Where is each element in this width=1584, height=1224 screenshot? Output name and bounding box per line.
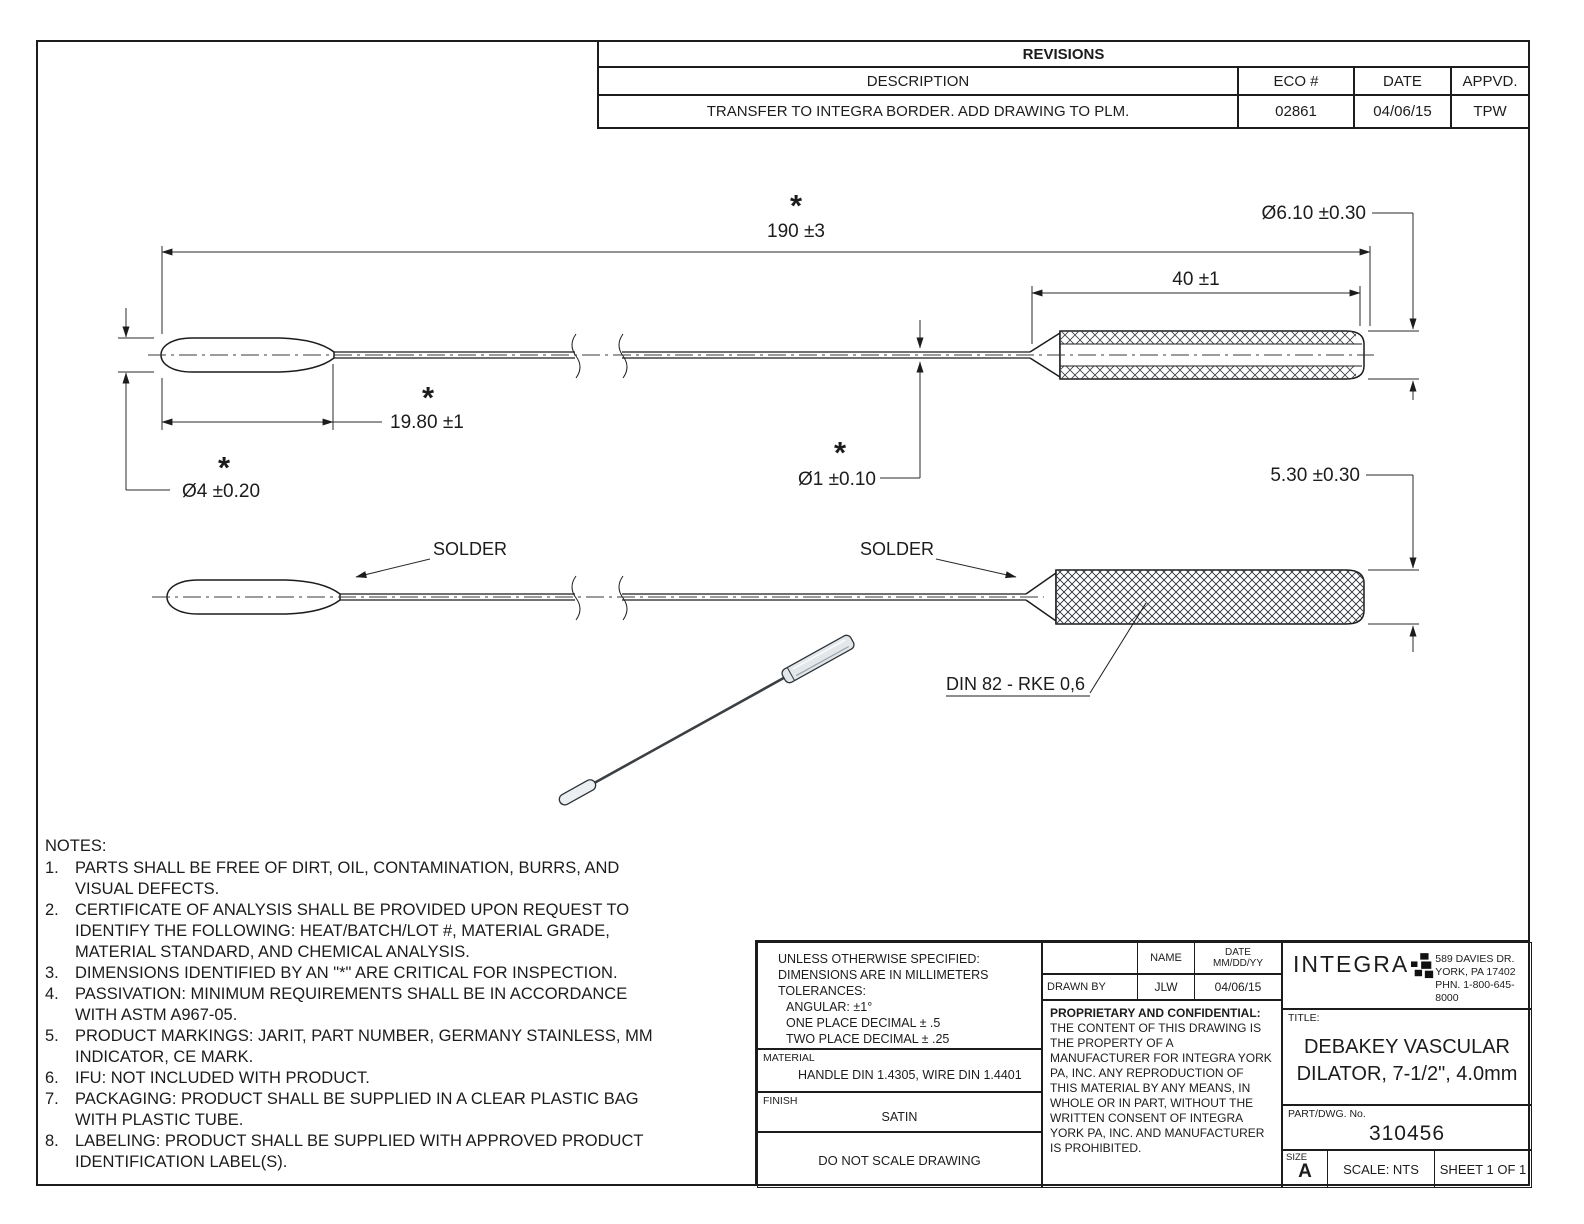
drawing-title-line1: DEBAKEY VASCULAR — [1303, 1036, 1510, 1058]
part-number-value: 310456 — [1368, 1122, 1446, 1145]
revisions-header-row — [599, 68, 1528, 96]
note-item — [45, 963, 705, 984]
knurl-band-top — [1060, 331, 1356, 344]
knurl-band-bottom — [1060, 366, 1356, 379]
note-item — [45, 1026, 705, 1068]
note-item — [45, 984, 705, 1026]
critical-star: * — [217, 450, 231, 485]
size-label: SIZE — [1286, 1152, 1308, 1163]
dim-overall-length — [162, 188, 1370, 334]
material-cell — [757, 1049, 1042, 1092]
dim-knurl-length-text: 40 ±1 — [1172, 269, 1220, 290]
note-number: 4. — [45, 985, 59, 1003]
title-block — [755, 940, 1530, 1186]
company-logo-text: INTEGRA — [1293, 951, 1410, 977]
tolerances-cell — [757, 942, 1042, 1049]
drawing-title-line2: DILATOR, 7-1/2", 4.0mm — [1296, 1063, 1518, 1085]
note-number: 5. — [45, 1027, 59, 1045]
drawn-by-row — [1042, 974, 1282, 1000]
title-label: TITLE: — [1288, 1012, 1320, 1024]
knurl-spec-label: DIN 82 - RKE 0,6 — [946, 674, 1086, 694]
note-text: IFU: NOT INCLUDED WITH PRODUCT. — [75, 1069, 370, 1087]
notes-section — [45, 836, 705, 1173]
note-text: PASSIVATION: MINIMUM REQUIREMENTS SHALL BE IN ACCORDANCE WITH ASTM A967-05. — [75, 985, 628, 1024]
drawn-by-date: 04/06/15 — [1214, 980, 1262, 994]
finish-label: FINISH — [763, 1095, 798, 1107]
note-text: LABELING: PRODUCT SHALL BE SUPPLIED WITH APPROVED PRODUCT IDENTIFICATION LABEL(S). — [75, 1132, 644, 1171]
date-header-line: DATE — [1225, 947, 1251, 958]
sign-table-header — [1042, 942, 1282, 974]
dim-wire-dia-text: Ø1 ±0.10 — [797, 469, 876, 490]
critical-star: * — [789, 188, 803, 223]
note-text: PARTS SHALL BE FREE OF DIRT, OIL, CONTAMINATION, BURRS, AND VISUAL DEFECTS. — [75, 859, 620, 898]
dim-overall-length-text: 190 ±3 — [767, 221, 825, 242]
company-logo-icon — [1411, 953, 1435, 1008]
revisions-table — [597, 40, 1530, 129]
note-number: 3. — [45, 964, 59, 982]
tolerances-line: TOLERANCES: — [778, 984, 866, 998]
break-line — [572, 334, 580, 378]
company-address-line: 589 DAVIES DR. — [1435, 953, 1515, 965]
company-address-line: PHN. 1-800-645-8000 — [1435, 979, 1515, 1004]
note-text: PACKAGING: PRODUCT SHALL BE SUPPLIED IN A CLEAR PLASTIC BAG WITH PLASTIC TUBE. — [75, 1090, 639, 1129]
revisions-header-date: DATE — [1353, 68, 1450, 94]
note-number: 2. — [45, 901, 59, 919]
date-header-line: MM/DD/YY — [1213, 958, 1263, 969]
dim-knurl-height-text: 5.30 ±0.30 — [1270, 465, 1360, 486]
dim-tip-dia-text: Ø4 ±0.20 — [182, 481, 261, 502]
note-text: CERTIFICATE OF ANALYSIS SHALL BE PROVIDED UPON REQUEST TO IDENTIFY THE FOLLOWING: HEAT/BATCH/LOT #, MATERIAL GRADE, MATERIAL STANDARD, AND CHEMICAL ANALYSIS. — [75, 901, 630, 961]
critical-star: * — [421, 380, 435, 415]
note-number: 6. — [45, 1069, 59, 1087]
revisions-header-description: DESCRIPTION — [866, 72, 970, 90]
tolerances-line: TWO PLACE DECIMAL ± .25 — [786, 1032, 950, 1046]
dim-tip-diameter — [118, 308, 260, 502]
do-not-scale-text: DO NOT SCALE DRAWING — [818, 1152, 981, 1168]
dim-wire-diameter — [798, 320, 920, 490]
note-item — [45, 858, 705, 900]
name-header: NAME — [1138, 943, 1195, 973]
note-number: 1. — [45, 859, 59, 877]
tolerances-line: ANGULAR: ±1° — [786, 1000, 873, 1014]
front-view — [152, 570, 1364, 624]
knurl-hatch — [1056, 570, 1364, 624]
break-line — [619, 334, 627, 378]
revision-description: TRANSFER TO INTEGRA BORDER. ADD DRAWING TO PLM. — [706, 103, 1130, 120]
proprietary-title: PROPRIETARY AND CONFIDENTIAL: — [1050, 1006, 1261, 1020]
solder-label-left: SOLDER — [432, 539, 508, 559]
company-address-line: YORK, PA 17402 — [1435, 966, 1516, 978]
revision-eco-number: 02861 — [1237, 96, 1353, 127]
break-line — [572, 576, 580, 620]
critical-star: * — [833, 435, 847, 470]
revision-date: 04/06/15 — [1353, 96, 1450, 127]
company-cell — [1282, 942, 1532, 1009]
note-number: 7. — [45, 1090, 59, 1108]
finish-value: SATIN — [881, 1110, 918, 1124]
solder-label-right: SOLDER — [859, 539, 935, 559]
sheet-cell: SHEET 1 OF 1 — [1439, 1161, 1527, 1177]
date-header — [1195, 943, 1281, 973]
note-text: DIMENSIONS IDENTIFIED BY AN "*" ARE CRITICAL FOR INSPECTION. — [75, 964, 618, 982]
note-item — [45, 1089, 705, 1131]
dim-tip-length — [162, 364, 464, 433]
proprietary-cell — [1042, 1000, 1282, 1188]
company-address — [1435, 951, 1525, 1008]
revisions-header-appvd: APPVD. — [1450, 68, 1528, 94]
size-value: A — [1298, 1161, 1312, 1182]
isometric-view — [556, 634, 855, 809]
note-item — [45, 1131, 705, 1173]
drawn-by-label: DRAWN BY — [1043, 975, 1138, 999]
break-line — [619, 576, 627, 620]
tolerances-line: DIMENSIONS ARE IN MILLIMETERS — [778, 968, 989, 982]
title-cell — [1282, 1009, 1532, 1105]
finish-cell — [757, 1092, 1042, 1132]
part-number-cell — [1282, 1105, 1532, 1150]
scale-cell: SCALE: NTS — [1328, 1151, 1435, 1187]
proprietary-body: THE CONTENT OF THIS DRAWING IS THE PROPERTY OF A MANUFACTURER FOR INTEGRA YORK PA, INC. ANY REPRODUCTION OF THIS MATERIAL BY ANY MEANS, IN WHOLE OR IN PART, WITHOUT THE WRITTEN CONSENT OF INTEGRA YORK PA, INC. AND MANUFACTURER IS PROHIBITED. — [1050, 1021, 1272, 1155]
top-view — [148, 331, 1374, 379]
size-scale-sheet-row — [1282, 1150, 1532, 1188]
revisions-header-eco: ECO # — [1237, 68, 1353, 94]
note-text: PRODUCT MARKINGS: JARIT, PART NUMBER, GERMANY STAINLESS, MM INDICATOR, CE MARK. — [75, 1027, 653, 1066]
iso-tip — [557, 778, 597, 807]
size-cell — [1283, 1151, 1328, 1187]
revision-approved-by: TPW — [1450, 96, 1528, 127]
sign-table-blank — [1043, 943, 1138, 973]
front-view-labels — [356, 539, 1146, 696]
note-number: 8. — [45, 1132, 59, 1150]
dim-tip-length-text: 19.80 ±1 — [390, 412, 464, 433]
material-value: HANDLE DIN 1.4305, WIRE DIN 1.4401 — [798, 1068, 1022, 1082]
note-item — [45, 900, 705, 963]
drawn-by-name: JLW — [1138, 975, 1195, 999]
dim-handle-dia-text: Ø6.10 ±0.30 — [1261, 203, 1366, 224]
revisions-title: REVISIONS — [599, 42, 1528, 68]
part-number-label: PART/DWG. No. — [1288, 1108, 1366, 1120]
tolerances-line: UNLESS OTHERWISE SPECIFIED: — [778, 952, 980, 966]
material-label: MATERIAL — [763, 1052, 815, 1064]
revisions-data-row — [599, 96, 1528, 127]
tolerances-line: ONE PLACE DECIMAL ± .5 — [786, 1016, 941, 1030]
notes-title: NOTES: — [45, 837, 107, 855]
note-item — [45, 1068, 705, 1089]
do-not-scale-cell — [757, 1132, 1042, 1188]
